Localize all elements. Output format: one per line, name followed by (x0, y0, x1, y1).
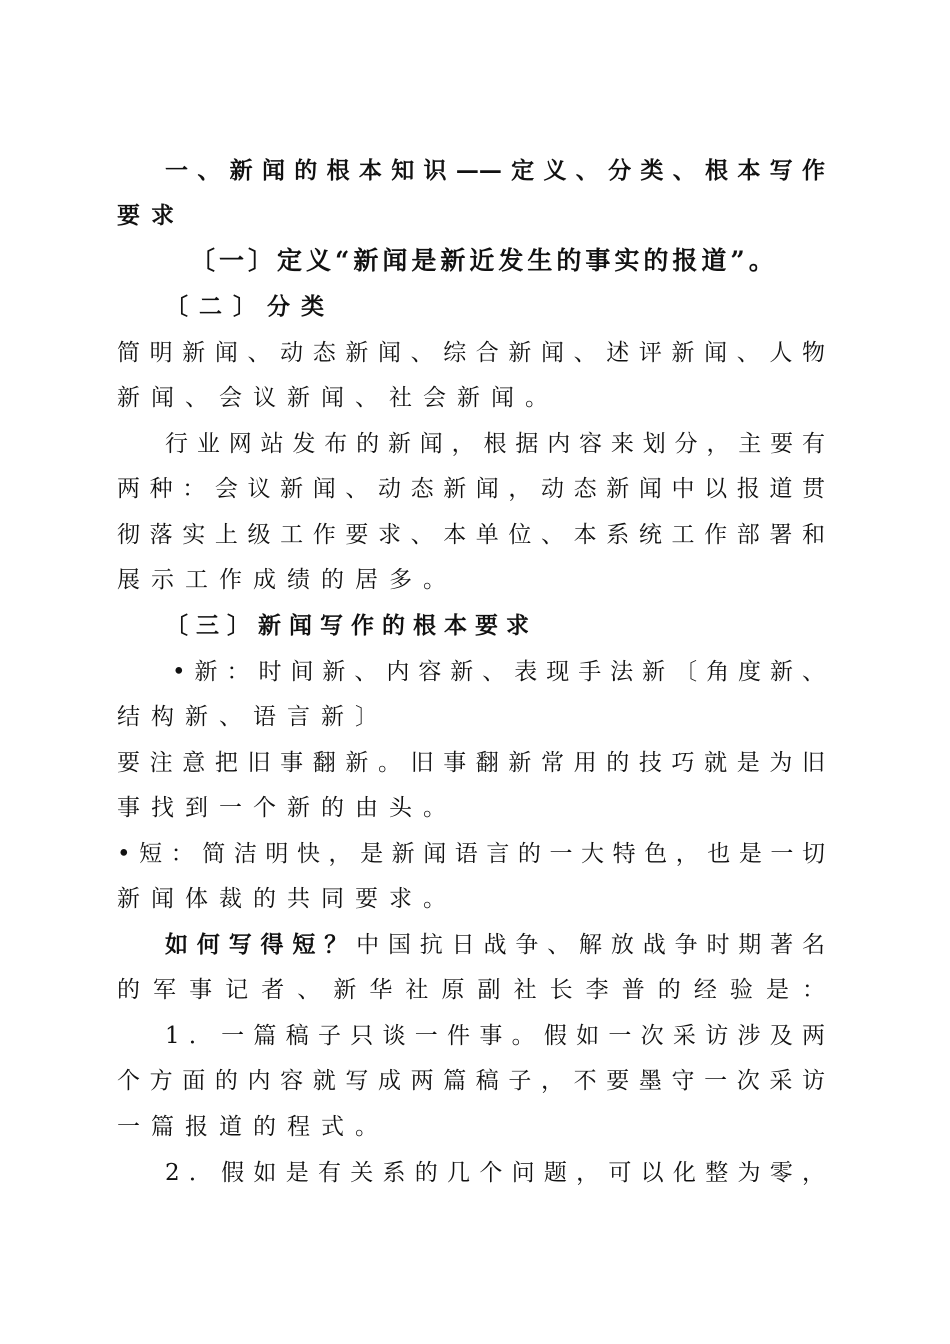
item-1-line-2: 个方面的内容就写成两篇稿子，不要墨守一次采访 (117, 1068, 825, 1094)
new-point-line-1: •新：时间新、内容新、表现手法新〔角度新、 (172, 659, 825, 685)
industry-paragraph-line-1: 行业网站发布的新闻，根据内容来划分，主要有 (165, 431, 825, 457)
renew-text-line-2: 事找到一个新的由头。 (117, 795, 457, 821)
industry-paragraph-line-2: 两种：会议新闻、动态新闻，动态新闻中以报道贯 (117, 476, 825, 502)
definition-heading: 〔一〕定义“新闻是新近发生的事实的报道”。 (190, 246, 778, 275)
section-heading-line-1: 一、新闻的根本知识——定义、分类、根本写作 (165, 157, 825, 184)
short-point-line-1: •短：简洁明快，是新闻语言的一大特色，也是一切 (117, 841, 825, 867)
item-1-line-1: 1．一篇稿子只谈一件事。假如一次采访涉及两 (165, 1023, 825, 1049)
item-2-line-1: 2．假如是有关系的几个问题，可以化整为零， (165, 1160, 825, 1186)
new-point-line-2: 结构新、语言新〕 (117, 704, 389, 730)
item-1-line-3: 一篇报道的程式。 (117, 1114, 389, 1140)
how-short-line-2: 的军事记者、新华社原副社长李普的经验是： (117, 977, 825, 1003)
category-text-line-1: 简明新闻、动态新闻、综合新闻、述评新闻、人物 (117, 340, 825, 366)
section-heading-line-2: 要求 (117, 202, 185, 229)
industry-paragraph-line-4: 展示工作成绩的居多。 (117, 567, 457, 593)
how-short-rest: 中国抗日战争、解放战争时期著名 (356, 932, 825, 958)
how-short-lead: 如何写得短？ (165, 931, 357, 958)
how-short-line-1 (165, 930, 825, 960)
category-text-line-2: 新闻、会议新闻、社会新闻。 (117, 385, 559, 411)
industry-paragraph-line-3: 彻落实上级工作要求、本单位、本系统工作部署和 (117, 522, 825, 548)
requirements-heading: 〔三〕新闻写作的根本要求 (165, 612, 537, 639)
renew-text-line-1: 要注意把旧事翻新。旧事翻新常用的技巧就是为旧 (117, 750, 825, 776)
short-point-line-2: 新闻体裁的共同要求。 (117, 886, 457, 912)
category-heading: 〔二〕分类 (165, 293, 335, 320)
